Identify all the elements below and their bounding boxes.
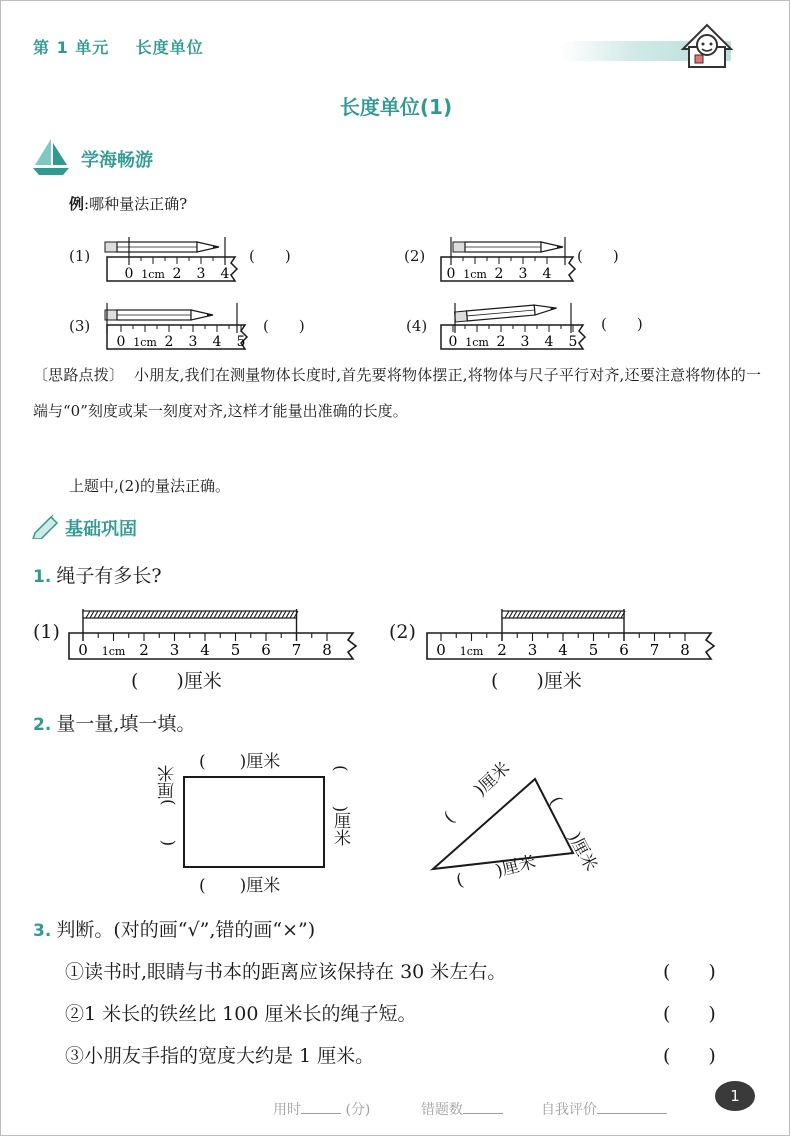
- question-number: 1.: [33, 567, 52, 587]
- footer-time: [273, 1099, 370, 1119]
- ruler-tick-label: 1cm: [463, 268, 487, 281]
- sailboat-icon: [31, 137, 71, 177]
- ruler-tick-label: 7: [649, 641, 660, 659]
- judge-item-2: ②1 米长的铁丝比 100 厘米长的绳子短。: [65, 1003, 417, 1025]
- ruler-tick-label: 2: [139, 641, 149, 659]
- ruler-tick-label: 6: [261, 641, 271, 659]
- question-text: 量一量,填一填。: [56, 713, 196, 735]
- pencil-eraser: [105, 242, 117, 252]
- hint-label: 〔思路点拨〕: [33, 366, 125, 384]
- footer-errors: [421, 1099, 503, 1119]
- rope-answer-blank: ( )厘米: [131, 670, 222, 692]
- errors-label: 错题数: [421, 1102, 463, 1118]
- pencil-icon: [455, 303, 557, 322]
- ruler-tick-label: 8: [680, 641, 690, 659]
- ruler-tick-label: 1cm: [101, 645, 126, 658]
- ruler-tick-label: 1cm: [465, 336, 489, 349]
- ruler-tick-label: 5: [236, 334, 246, 350]
- option-answer-paren: ( ): [601, 315, 643, 333]
- ruler-body: [441, 257, 575, 281]
- ruler-tick-label: 7: [291, 641, 302, 659]
- pencil-icon: [105, 242, 219, 252]
- rect-top-blank: ( )厘米: [199, 752, 281, 772]
- hint-paragraph: [33, 357, 761, 429]
- judge-item-3: ③小朋友手指的宽度大约是 1 厘米。: [65, 1045, 375, 1067]
- rope-ruler-figure-2: [425, 601, 725, 663]
- ruler-tick-label: 2: [172, 266, 182, 282]
- rect-bottom-blank: ( )厘米: [199, 876, 281, 896]
- question-text: 判断。(对的画“√”,错的画“×”): [56, 919, 316, 941]
- rope-answer-blank: ( )厘米: [491, 670, 582, 692]
- ruler-tick-label: 2: [494, 266, 504, 282]
- ruler-tick-label: 0: [78, 641, 88, 659]
- judge-answer-2: ( ): [663, 1003, 716, 1025]
- ruler-tick-label: 5: [588, 641, 599, 659]
- part-label: (2): [389, 621, 416, 643]
- ruler-tick-label: 1cm: [141, 268, 165, 281]
- ruler-tick-label: 0: [446, 266, 456, 282]
- footer-self-eval: [541, 1099, 667, 1119]
- unit-header: [33, 35, 204, 58]
- triangle-right-blank: ( )厘米: [544, 793, 601, 875]
- pencil-icon: [31, 513, 61, 539]
- judge-answer-3: ( ): [663, 1045, 716, 1067]
- ruler-pencil-figure-2: [435, 233, 580, 285]
- ruler-tick-label: 8: [322, 641, 332, 659]
- ruler-tick-label: 6: [619, 641, 629, 659]
- ruler-tick-label: 0: [436, 641, 446, 659]
- rectangle-figure: [183, 776, 325, 868]
- unit-topic: 长度单位: [135, 38, 204, 57]
- question-2: [33, 709, 195, 736]
- rope-ruler-figure-1: [67, 601, 367, 663]
- ruler-tick-label: 3: [520, 334, 530, 350]
- hint-text: 小朋友,我们在测量物体长度时,首先要将物体摆正,将物体与尺子平行对齐,还要注意将物体的一端与“0”刻度或某一刻度对齐,这样才能量出准确的长度。: [33, 366, 761, 420]
- ruler-tick-label: 5: [568, 334, 578, 350]
- ruler-tick-label: 0: [116, 334, 126, 350]
- judge-item-1: ①读书时,眼睛与书本的距离应该保持在 30 米左右。: [65, 961, 507, 983]
- ruler-tick-label: 3: [527, 641, 538, 659]
- page-number: 1: [715, 1081, 755, 1111]
- self-eval-label: 自我评价: [541, 1102, 597, 1118]
- question-1: [33, 561, 162, 588]
- ruler-tick-label: 0: [448, 334, 458, 350]
- ruler-tick-label: 1cm: [459, 645, 484, 658]
- question-text: 绳子有多长?: [56, 565, 162, 587]
- example-text: :哪种量法正确?: [84, 195, 188, 213]
- ruler-tick-label: 2: [496, 334, 506, 350]
- ruler-tick-label: 3: [196, 266, 206, 282]
- unit-label: 第 1 单元: [33, 38, 110, 57]
- example-answer: 上题中,(2)的量法正确。: [69, 477, 231, 495]
- time-label: 用时: [273, 1102, 301, 1118]
- triangle-bottom-blank: ( )厘米: [454, 852, 538, 892]
- option-answer-paren: ( ): [249, 247, 291, 265]
- ruler-tick-label: 3: [188, 334, 198, 350]
- example-question: [69, 197, 187, 212]
- ruler-tick-label: 4: [212, 334, 222, 350]
- ruler-tick-label: 5: [230, 641, 241, 659]
- ruler-tick-label: 4: [558, 641, 568, 659]
- ruler-tick-label: 3: [518, 266, 528, 282]
- section-title-explore: 学海畅游: [81, 150, 153, 171]
- pencil-icon: [105, 310, 213, 320]
- rect-right-blank: ( )厘米: [330, 765, 350, 847]
- rect-left-blank: ( )厘米: [158, 765, 178, 847]
- ruler-tick-label: 3: [169, 641, 180, 659]
- ruler-pencil-figure-4: [435, 299, 595, 353]
- ruler-pencil-figure-1: [101, 233, 246, 285]
- option-label: (4): [406, 317, 428, 335]
- triangle-hypotenuse-blank: ( )厘米: [440, 758, 515, 828]
- question-number: 3.: [33, 921, 52, 941]
- ruler-tick-label: 0: [124, 266, 134, 282]
- option-answer-paren: ( ): [577, 247, 619, 265]
- pencil-eraser: [455, 311, 468, 322]
- ruler-tick-label: 2: [497, 641, 507, 659]
- option-label: (1): [69, 247, 91, 265]
- option-answer-paren: ( ): [263, 317, 305, 335]
- ruler-pencil-figure-3: [101, 299, 256, 353]
- question-number: 2.: [33, 715, 52, 735]
- ruler-tick-label: 4: [200, 641, 210, 659]
- question-3: [33, 915, 315, 942]
- ruler-tick-label: 4: [220, 266, 230, 282]
- part-label: (1): [33, 621, 60, 643]
- judge-answer-1: ( ): [663, 961, 716, 983]
- section-title-basics: 基础巩固: [65, 519, 137, 540]
- time-unit: (分): [345, 1102, 371, 1118]
- ruler-tick-label: 4: [544, 334, 554, 350]
- option-label: (3): [69, 317, 91, 335]
- ruler-tick-label: 4: [542, 266, 552, 282]
- pencil-icon: [453, 242, 563, 252]
- example-label: 例: [69, 195, 85, 213]
- pencil-eraser: [453, 242, 465, 252]
- ruler-tick-label: 2: [164, 334, 174, 350]
- option-label: (2): [404, 247, 426, 265]
- ruler-tick-label: 1cm: [133, 336, 157, 349]
- page-title: 长度单位(1): [339, 95, 453, 119]
- mascot-icon: [677, 19, 737, 71]
- ruler-body: [107, 325, 247, 349]
